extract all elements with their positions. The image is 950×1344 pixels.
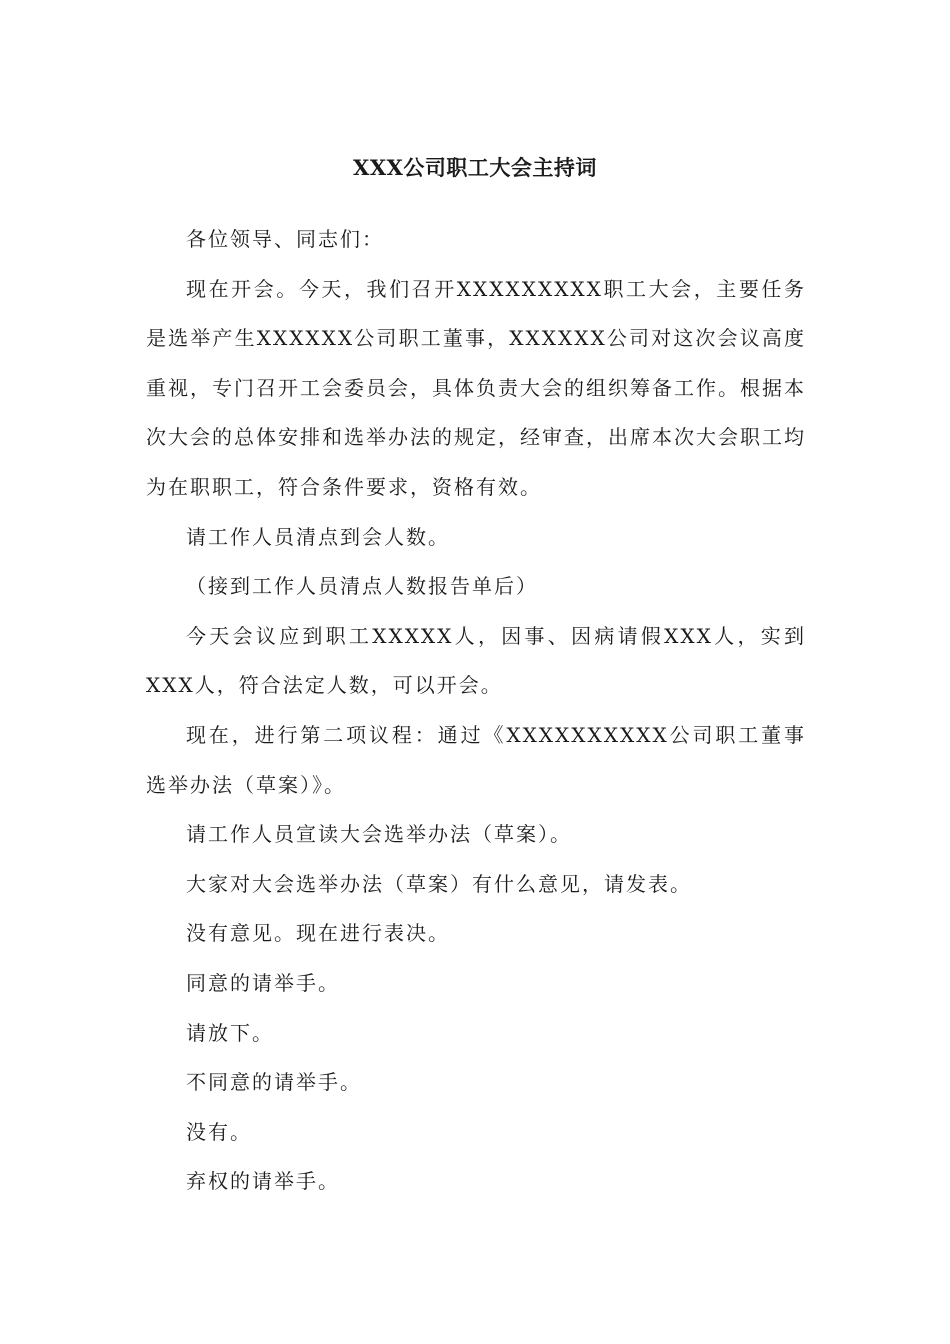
paragraph-invite-comments: 大家对大会选举办法（草案）有什么意见，请发表。 — [186, 871, 692, 896]
paragraph-greeting: 各位领导、同志们： — [186, 227, 384, 251]
paragraph-opening: 现在开会。今天，我们召开XXXXXXXXX职工大会，主要任务是选举产生XXXXXX公司职工董事，XXXXXX公司对这次会议高度重视，专门召开工会委员会，具体负责大会的组织筹备工作。根据本次大会的总体安排和选举办法的规定，经审查，出席本次大会职工均为在职职工，符合条件要求，资格有效。 — [146, 276, 806, 499]
paragraph-headcount-request: 请工作人员清点到会人数。 — [186, 524, 450, 549]
paragraph-vote-disagree: 不同意的请举手。 — [186, 1070, 362, 1095]
paragraph-attendance: 今天会议应到职工XXXXX人，因事、因病请假XXX人，实到XXX人，符合法定人数，可以开会。 — [146, 623, 806, 698]
paragraph-vote-agree: 同意的请举手。 — [186, 970, 340, 995]
paragraph-read-rules: 请工作人员宣读大会选举办法（草案）。 — [186, 822, 572, 847]
paragraph-none: 没有。 — [186, 1119, 252, 1144]
paragraph-agenda-item-two: 现在，进行第二项议程：通过《XXXXXXXXXX公司职工董事选举办法（草案）》。 — [146, 722, 806, 797]
paragraph-stage-note: （接到工作人员清点人数报告单后） — [186, 574, 538, 599]
paragraph-hands-down: 请放下。 — [186, 1020, 274, 1045]
document-title: XXX公司职工大会主持词 — [353, 155, 597, 180]
paragraph-vote-abstain: 弃权的请举手。 — [186, 1169, 340, 1194]
paragraph-vote-start: 没有意见。现在进行表决。 — [186, 921, 450, 946]
document-body — [146, 215, 806, 1207]
